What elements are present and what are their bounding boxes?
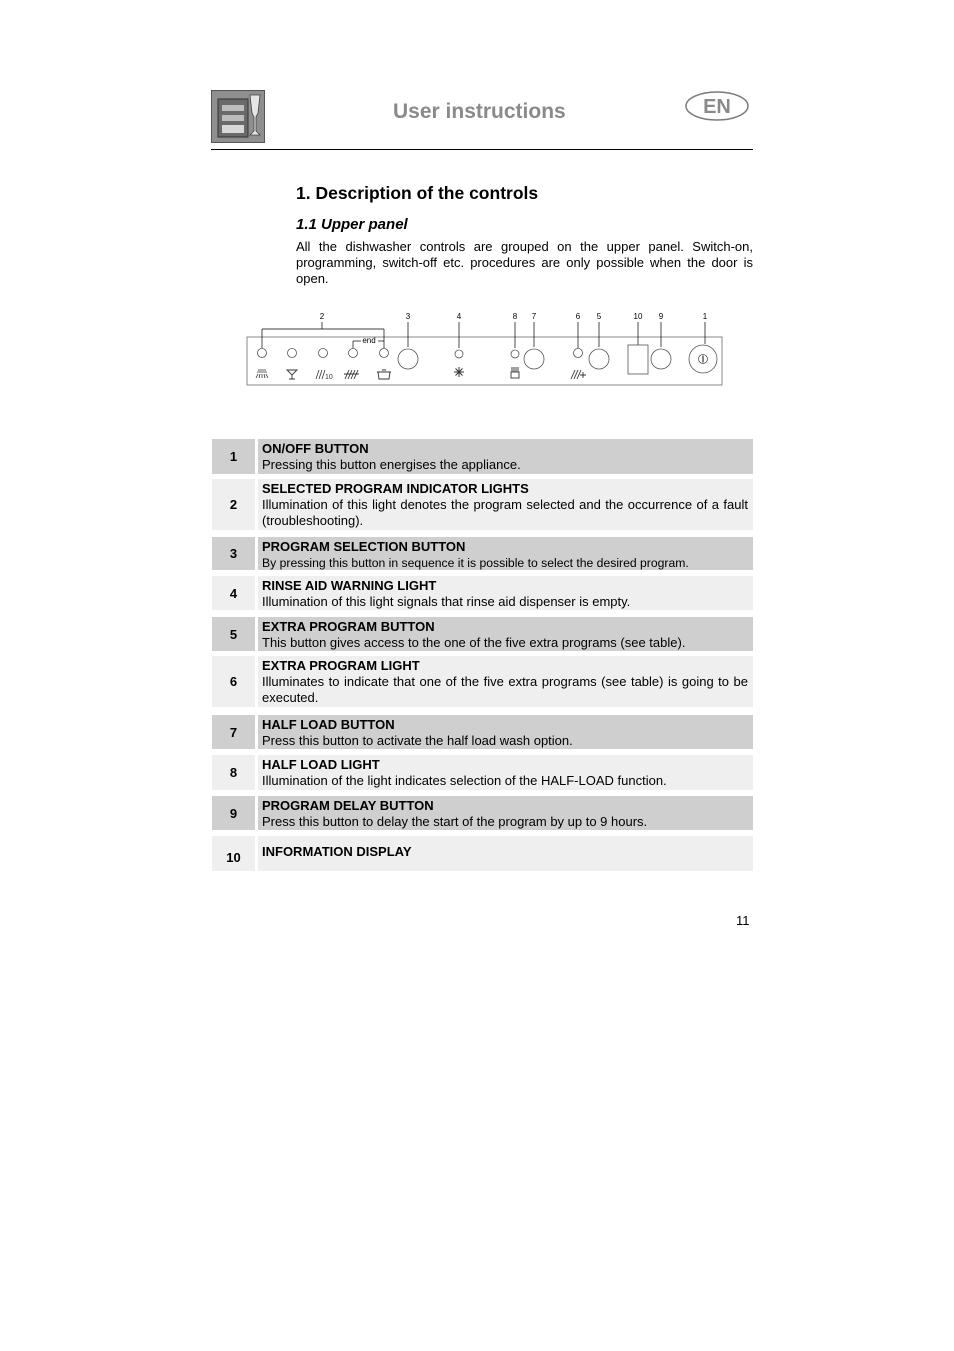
table-row [212,576,753,610]
row-number: 2 [212,479,255,530]
program-selection-button [398,349,418,369]
callout-9: 9 [658,312,664,321]
row-text: Pressing this button energises the appliance. [262,457,521,472]
row-number: 10 [212,836,255,871]
language-label: EN [703,96,731,118]
row-title: RINSE AID WARNING LIGHT [262,578,437,593]
table-row [212,796,753,830]
row-number: 1 [212,439,255,474]
row-number: 7 [212,715,255,749]
upper-panel-diagram [240,308,730,390]
table-row [212,537,753,570]
intro-paragraph: All the dishwasher controls are grouped on the upper panel. Switch-on, programming, switch-off etc. procedures are only possible when the door is open. [296,239,753,286]
row-title: EXTRA PROGRAM LIGHT [262,658,420,673]
row-text: Press this button to delay the start of the program by up to 9 hours. [262,814,648,829]
rinse-aid-icon [454,367,464,377]
row-text: Illumination of this light denotes the program selected and the occurrence of a fault (troubleshooting). [262,497,748,528]
subsection-title: 1.1 Upper panel [296,216,408,233]
row-number: 5 [212,617,255,651]
callout-2: 2 [319,312,325,321]
row-text: Illumination of the light indicates selection of the HALF-LOAD function. [262,773,667,788]
row-title: ON/OFF BUTTON [262,441,369,456]
half-load-light [511,350,519,358]
program-light-3 [319,349,328,358]
row-title: HALF LOAD LIGHT [262,757,380,772]
language-badge [684,90,750,122]
row-title: EXTRA PROGRAM BUTTON [262,619,435,634]
row-title: INFORMATION DISPLAY [262,844,412,859]
callout-4: 4 [456,312,462,321]
callout-10: 10 [633,312,643,321]
row-text: Illumination of this light signals that rinse aid dispenser is empty. [262,594,631,609]
extra-program-button [589,349,609,369]
program-light-2 [288,349,297,358]
callout-3: 3 [405,312,411,321]
row-title: PROGRAM DELAY BUTTON [262,798,434,813]
table-row [212,715,753,749]
row-title: HALF LOAD BUTTON [262,717,395,732]
row-number: 3 [212,537,255,570]
callout-1: 1 [702,312,708,321]
row-text: By pressing this button in sequence it is possible to select the desired program. [262,556,689,570]
header-divider [211,149,753,150]
header-title: User instructions [393,100,566,123]
row-number: 8 [212,755,255,790]
table-row [212,755,753,790]
program-delay-button [651,349,671,369]
callout-8: 8 [512,312,518,321]
row-text: This button gives access to the one of the five extra programs (see table). [262,635,686,650]
half-load-button [524,349,544,369]
extra-program-light [574,349,583,358]
row-title: PROGRAM SELECTION BUTTON [262,539,466,554]
program-light-5 [380,349,389,358]
panel-outline [247,337,722,385]
row-text: Press this button to activate the half load wash option. [262,733,573,748]
table-row [212,836,753,871]
callout-7: 7 [531,312,537,321]
program-light-4 [349,349,358,358]
row-number: 6 [212,656,255,707]
table-row [212,656,753,707]
information-display [628,345,648,374]
page-number: 11 [736,913,750,928]
table-row [212,439,753,474]
end-label: end [362,336,376,345]
rinse-aid-light [455,350,463,358]
table-row [212,479,753,530]
callout-5: 5 [596,312,602,321]
row-number: 4 [212,576,255,610]
row-number: 9 [212,796,255,830]
callout-6: 6 [575,312,581,321]
row-title: SELECTED PROGRAM INDICATOR LIGHTS [262,481,529,496]
program-light-1 [258,349,267,358]
dishwasher-logo-icon [211,90,265,143]
section-title: 1. Description of the controls [296,183,539,203]
row-text: Illuminates to indicate that one of the five extra programs (see table) is going to be executed. [262,674,748,705]
svg-text:10: 10 [325,374,333,381]
table-row [212,617,753,651]
